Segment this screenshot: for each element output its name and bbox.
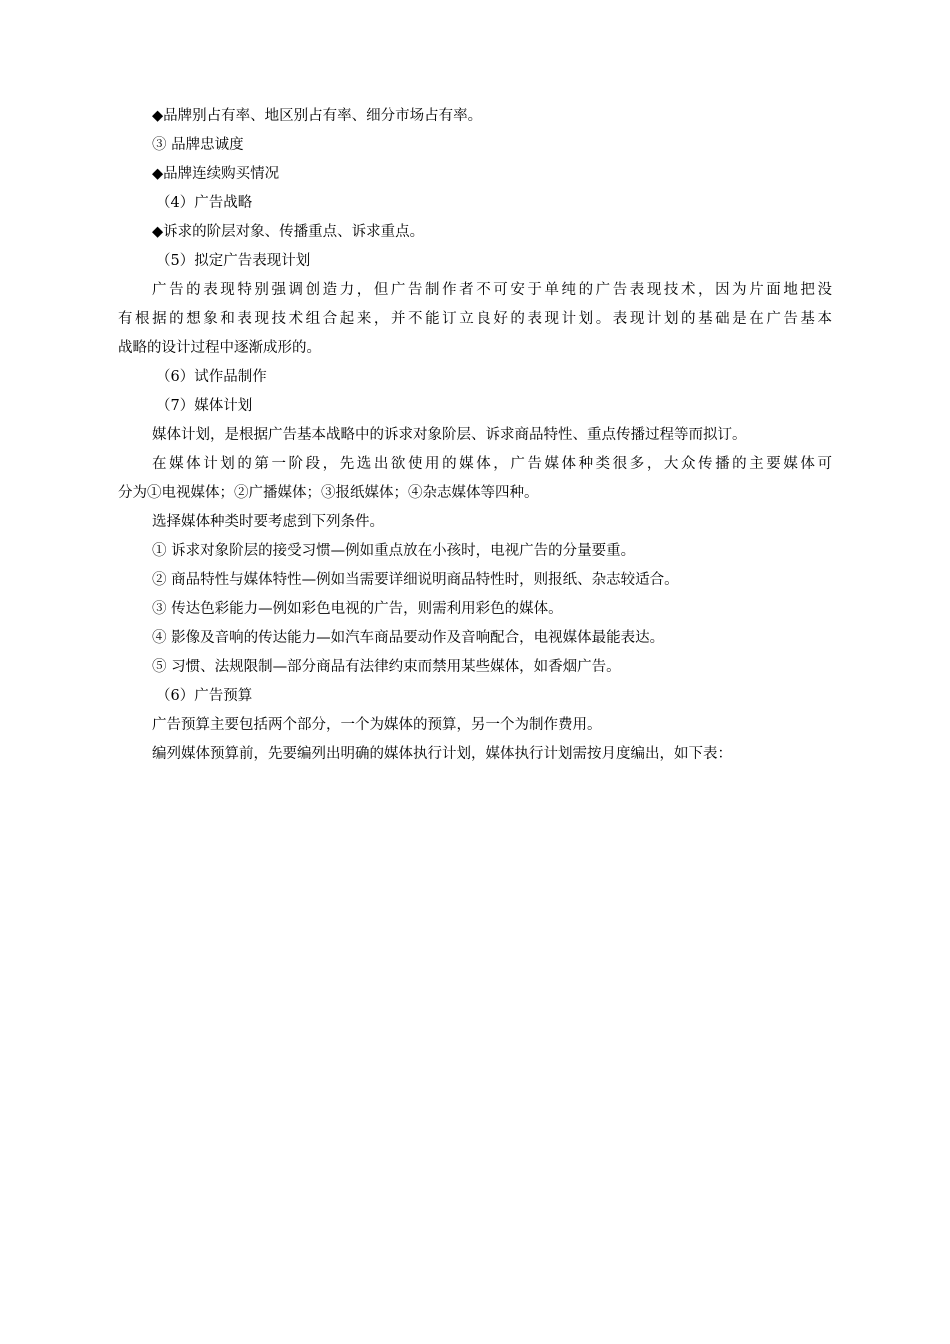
condition-item-3: ③ 传达色彩能力—例如彩色电视的广告，则需利用彩色的媒体。 [152, 601, 563, 617]
bullet-repeat-purchase: ◆品牌连续购买情况 [152, 166, 280, 182]
paragraph-line: 分为①电视媒体；②广播媒体；③报纸媒体；④杂志媒体等四种。 [118, 485, 539, 501]
condition-item-2: ② 商品特性与媒体特性—例如当需要详细说明商品特性时，则报纸、杂志较适合。 [152, 572, 679, 588]
condition-item-5: ⑤ 习惯、法规限制—部分商品有法律约束而禁用某些媒体，如香烟广告。 [152, 659, 621, 675]
paragraph-line: 在媒体计划的第一阶段，先选出欲使用的媒体，广告媒体种类很多，大众传播的主要媒体可 [152, 456, 832, 472]
bullet-market-share: ◆品牌别占有率、地区别占有率、细分市场占有率。 [152, 108, 483, 124]
condition-item-1: ① 诉求对象阶层的接受习惯—例如重点放在小孩时，电视广告的分量要重。 [152, 543, 636, 559]
paragraph-line: 战略的设计过程中逐渐成形的。 [118, 340, 321, 356]
paragraph-media-plan: 媒体计划，是根据广告基本战略中的诉求对象阶层、诉求商品特性、重点传播过程等而拟订。 [152, 427, 747, 443]
paragraph-line: 有根据的想象和表现技术组合起来，并不能订立良好的表现计划。表现计划的基础是在广告基本 [118, 311, 832, 327]
condition-item-4: ④ 影像及音响的传达能力—如汽车商品要动作及音响配合，电视媒体最能表达。 [152, 630, 665, 646]
heading-ad-strategy: （4）广告战略 [156, 195, 253, 211]
budget-paragraph-1: 广告预算主要包括两个部分，一个为媒体的预算，另一个为制作费用。 [152, 717, 602, 733]
paragraph-media-types [118, 450, 832, 508]
bullet-appeal-targets: ◆诉求的阶层对象、传播重点、诉求重点。 [152, 224, 425, 240]
heading-expression-plan: （5）拟定广告表现计划 [156, 253, 311, 269]
item-brand-loyalty: ③ 品牌忠诚度 [152, 137, 244, 153]
heading-prototype: （6）试作品制作 [156, 369, 267, 385]
paragraph-line: 广告的表现特别强调创造力，但广告制作者不可安于单纯的广告表现技术，因为片面地把没 [152, 282, 832, 298]
media-selection-intro: 选择媒体种类时要考虑到下列条件。 [152, 514, 384, 530]
document-page [118, 102, 832, 769]
budget-paragraph-2: 编列媒体预算前，先要编列出明确的媒体执行计划，媒体执行计划需按月度编出，如下表： [152, 746, 732, 762]
heading-ad-budget: （6）广告预算 [156, 688, 253, 704]
paragraph-expression [118, 276, 832, 363]
heading-media-plan: （7）媒体计划 [156, 398, 253, 414]
